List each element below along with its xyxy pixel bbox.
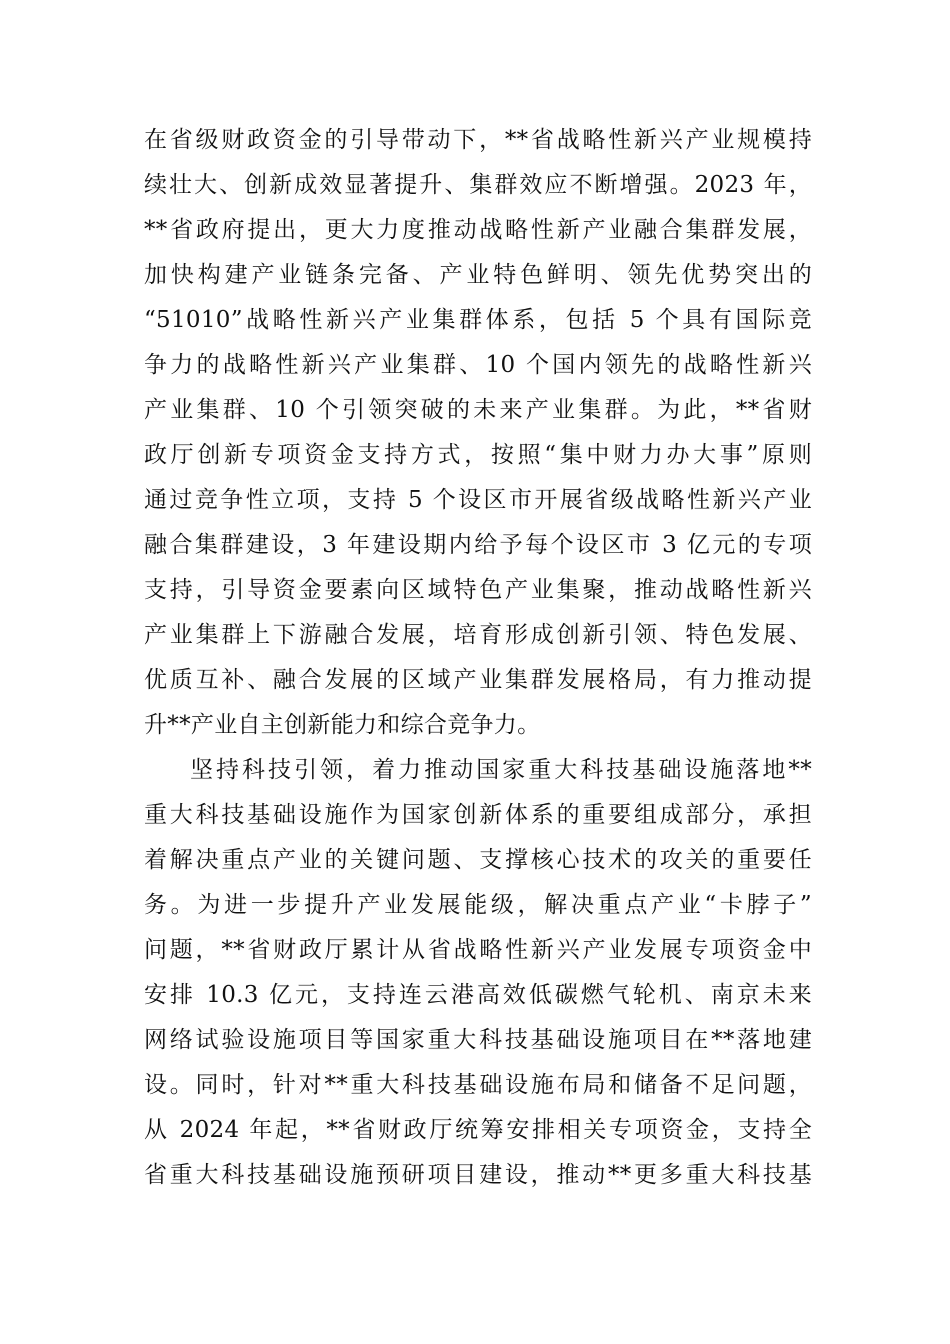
text-line: 设。同时，针对**重大科技基础设施布局和储备不足问题， bbox=[144, 1072, 812, 1098]
text-line: 融合集群建设，3 年建设期内给予每个设区市 3 亿元的专项 bbox=[144, 532, 812, 558]
text-line: 网络试验设施项目等国家重大科技基础设施项目在**落地建 bbox=[144, 1027, 812, 1053]
text-line: 政厅创新专项资金支持方式，按照“集中财力办大事”原则 bbox=[144, 442, 812, 468]
text-line: 产业集群、10 个引领突破的未来产业集群。为此，**省财 bbox=[144, 397, 812, 423]
text-line: 务。为进一步提升产业发展能级，解决重点产业“卡脖子” bbox=[144, 892, 812, 918]
text-line: 在省级财政资金的引导带动下，**省战略性新兴产业规模持 bbox=[144, 127, 812, 153]
text-line: 优质互补、融合发展的区域产业集群发展格局，有力推动提 bbox=[144, 667, 812, 693]
text-line: **省政府提出，更大力度推动战略性新产业融合集群发展， bbox=[144, 217, 812, 243]
text-line: 重大科技基础设施作为国家创新体系的重要组成部分，承担 bbox=[144, 802, 812, 828]
text-line: 从 2024 年起，**省财政厅统筹安排相关专项资金，支持全 bbox=[144, 1117, 812, 1143]
text-line: 省重大科技基础设施预研项目建设，推动**更多重大科技基 bbox=[144, 1162, 812, 1188]
text-line: 着解决重点产业的关键问题、支撑核心技术的攻关的重要任 bbox=[144, 847, 812, 873]
text-line: 升**产业自主创新能力和综合竞争力。 bbox=[144, 712, 541, 738]
text-line: 通过竞争性立项，支持 5 个设区市开展省级战略性新兴产业 bbox=[144, 487, 812, 513]
paragraph-science-infrastructure bbox=[144, 748, 812, 1198]
text-line: 产业集群上下游融合发展，培育形成创新引领、特色发展、 bbox=[144, 622, 812, 648]
text-line: “51010”战略性新兴产业集群体系，包括 5 个具有国际竞 bbox=[144, 307, 812, 333]
document-body bbox=[144, 118, 812, 1198]
text-line: 安排 10.3 亿元，支持连云港高效低碳燃气轮机、南京未来 bbox=[144, 982, 812, 1008]
text-line: 争力的战略性新兴产业集群、10 个国内领先的战略性新兴 bbox=[144, 352, 812, 378]
text-line: 续壮大、创新成效显著提升、集群效应不断增强。2023 年， bbox=[144, 172, 812, 198]
text-line: 支持，引导资金要素向区域特色产业集聚，推动战略性新兴 bbox=[144, 577, 812, 603]
text-line: 问题，**省财政厅累计从省战略性新兴产业发展专项资金中 bbox=[144, 937, 812, 963]
text-line: 加快构建产业链条完备、产业特色鲜明、领先优势突出的 bbox=[144, 262, 812, 288]
text-line-heading: 坚持科技引领，着力推动国家重大科技基础设施落地** bbox=[190, 757, 812, 783]
paragraph-industry-clusters bbox=[144, 118, 812, 748]
